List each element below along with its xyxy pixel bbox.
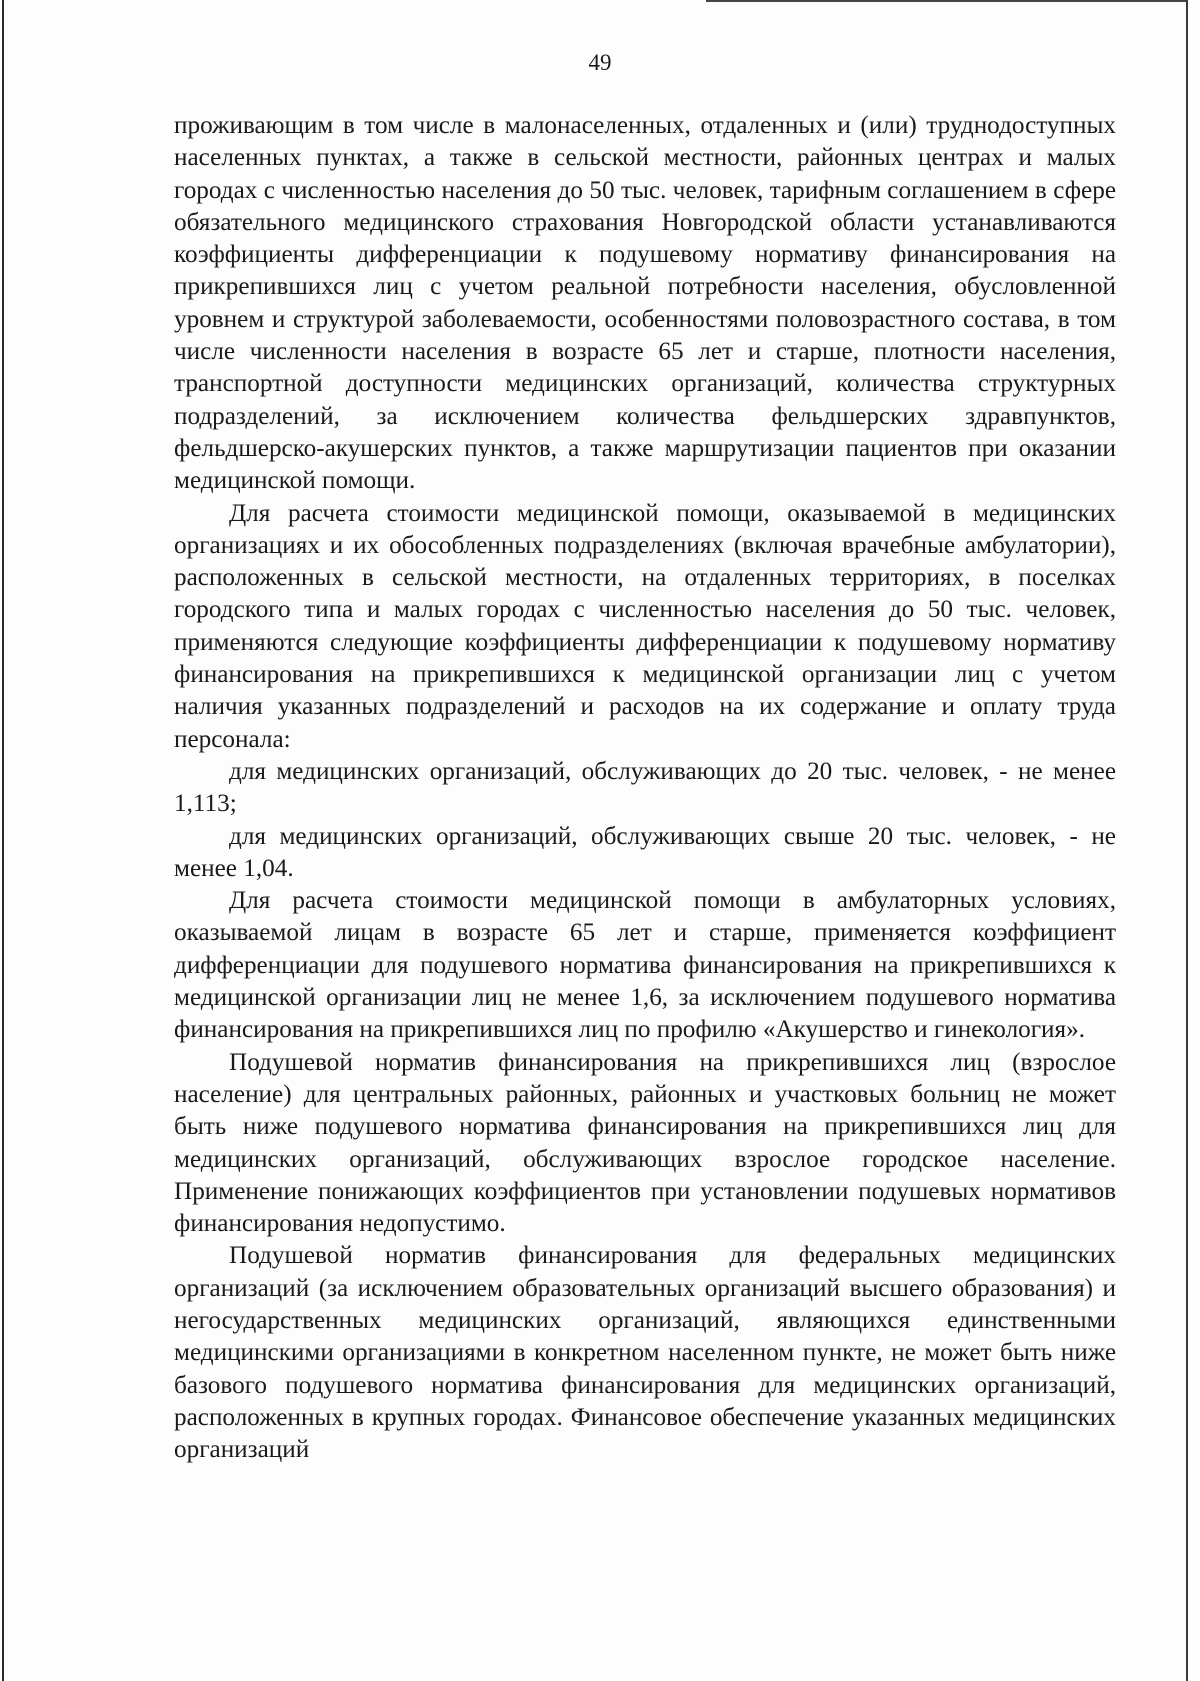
scan-edge-left bbox=[2, 0, 4, 1681]
document-body bbox=[174, 110, 1116, 1466]
page-number: 49 bbox=[588, 50, 612, 75]
scan-edge-top bbox=[706, 0, 1186, 2]
paragraph-6: Подушевой норматив финансирования на прикрепившихся лиц (взрослое население) для центральных районных, районных и участковых больниц не может быть ниже подушевого норматива финансирования на прикрепившихся лиц для медицинских организаций, обслуживающих взрослое городское население. Применение понижающих коэффициентов при установлении подушевых нормативов финансирования недопустимо. bbox=[174, 1048, 1116, 1238]
paragraph-3: для медицинских организаций, обслуживающих до 20 тыс. человек, - не менее 1,113; bbox=[174, 757, 1116, 818]
paragraph-2: Для расчета стоимости медицинской помощи, оказываемой в медицинских организациях и их обособленных подразделениях (включая врачебные амбулатории), расположенных в сельской местности, на отдаленных территориях, в поселках городского типа и малых городах с численностью населения до 50 тыс. человек, применяются следующие коэффициенты дифференциации к подушевому нормативу финансирования на прикрепившихся к медицинской организации лиц с учетом наличия указанных подразделений и расходов на их содержание и оплату труда персонала: bbox=[174, 499, 1116, 753]
paragraph-7: Подушевой норматив финансирования для федеральных медицинских организаций (за исключением образовательных организаций высшего образования) и негосударственных медицинских организаций, являющихся единственными медицинскими организациями в конкретном населенном пункте, не может быть ниже базового подушевого норматива финансирования для медицинских организаций, расположенных в крупных городах. Финансовое обеспечение указанных медицинских организаций bbox=[174, 1242, 1116, 1464]
scan-edge-right bbox=[1186, 0, 1188, 1681]
paragraph-5: Для расчета стоимости медицинской помощи в амбулаторных условиях, оказываемой лицам в возрасте 65 лет и старше, применяется коэффициент дифференциации для подушевого норматива финансирования на прикрепившихся к медицинской организации лиц не менее 1,6, за исключением подушевого норматива финансирования на прикрепившихся лиц по профилю «Акушерство и гинекология». bbox=[174, 887, 1116, 1044]
paragraph-4: для медицинских организаций, обслуживающих свыше 20 тыс. человек, - не менее 1,04. bbox=[174, 822, 1116, 882]
paragraph-1: проживающим в том числе в малонаселенных, отдаленных и (или) труднодоступных населенных пунктах, а также в сельской местности, районных центрах и малых городах с численностью населения до 50 тыс. человек, тарифным соглашением в сфере обязательного медицинского страхования Новгородской области устанавливаются коэффициенты дифференциации к подушевому нормативу финансирования на прикрепившихся лиц с учетом реальной потребности населения, обусловленной уровнем и структурой заболеваемости, особенностями половозрастного состава, в том числе численности населения в возрасте 65 лет и старше, плотности населения, транспортной доступности медицинских организаций, количества структурных подразделений, за исключением количества фельдшерских здравпунктов, фельдшерско-акушерских пунктов, а также маршрутизации пациентов при оказании медицинской помощи. bbox=[174, 112, 1116, 495]
